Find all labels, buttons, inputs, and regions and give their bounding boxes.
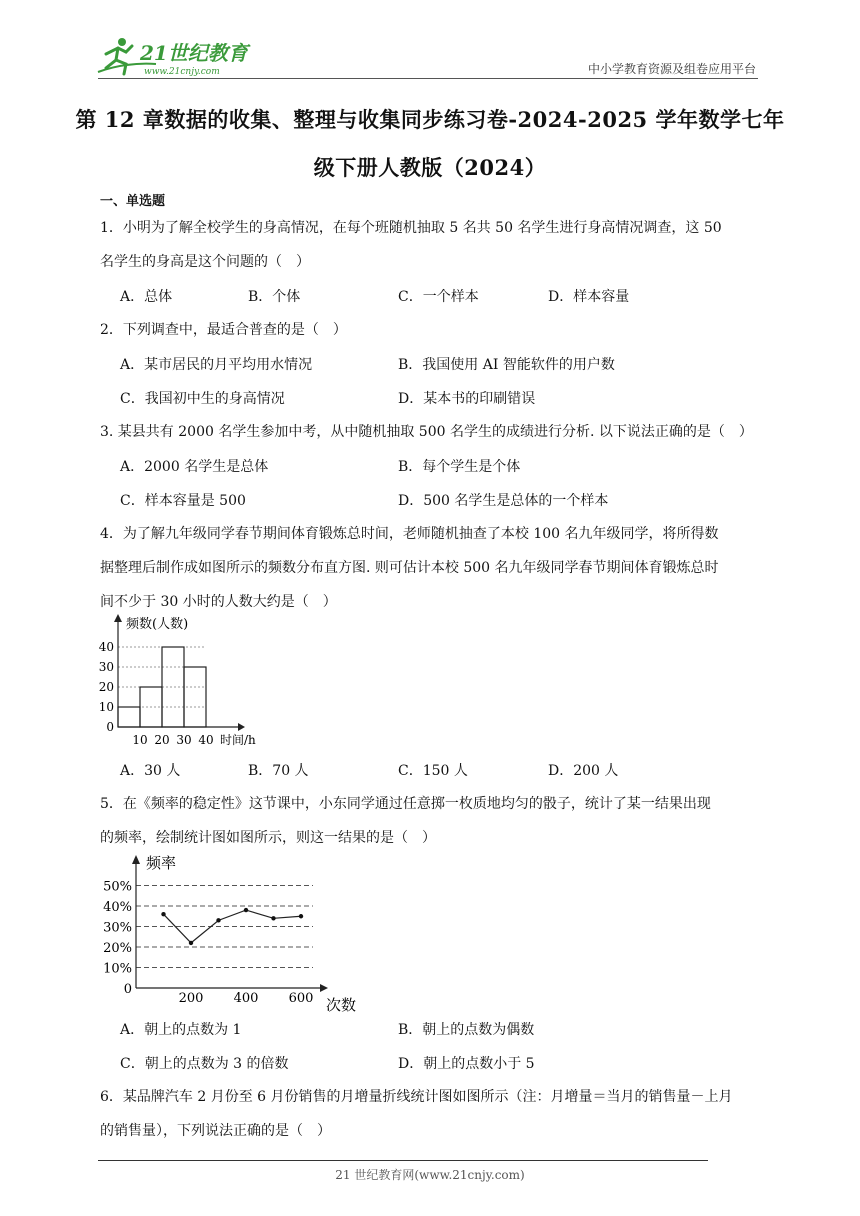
line-x-tick-label: 600 — [288, 991, 314, 1006]
question-5-line2: 的频率，绘制统计图如图所示，则这一结果的是（ ） — [100, 830, 436, 846]
platform-label: 中小学教育资源及组卷应用平台 — [587, 62, 756, 76]
q5-option-d[interactable]: D．朝上的点数小于 5 — [398, 1056, 535, 1072]
hist-bar — [162, 647, 184, 727]
question-2-line1: 2．下列调查中，最适合普查的是（ ） — [100, 322, 347, 338]
hist-y-arrow — [114, 614, 122, 622]
q2-option-b[interactable]: B．我国使用 AI 智能软件的用户数 — [398, 357, 615, 373]
question-3-line1: 3. 某县共有 2000 名学生参加中考，从中随机抽取 500 名学生的成绩进行分析. 以下说法正确的是（ ） — [100, 424, 753, 440]
hist-x-tick-label: 30 — [176, 733, 192, 747]
line-y-tick-label: 30% — [103, 920, 132, 936]
q3-option-c[interactable]: C．样本容量是 500 — [120, 493, 246, 509]
q5-option-b[interactable]: B．朝上的点数为偶数 — [398, 1022, 535, 1038]
question-4-line2: 据整理后制作成如图所示的频数分布直方图. 则可估计本校 500 名九年级同学春节期间体育锻炼总时 — [100, 560, 719, 576]
question-1-line2: 名学生的身高是这个问题的（ ） — [100, 254, 310, 270]
frequency-line-chart — [98, 850, 368, 1015]
q2-option-c[interactable]: C．我国初中生的身高情况 — [120, 391, 285, 407]
line-point — [299, 914, 303, 918]
line-point — [161, 912, 165, 916]
question-5-line1: 5．在《频率的稳定性》这节课中，小东同学通过任意掷一枚质地均匀的骰子，统计了某一结果出现 — [100, 796, 711, 812]
page-title-line2: 级下册人教版（2024） — [313, 155, 547, 180]
hist-y-tick-label: 20 — [98, 680, 114, 694]
line-y-arrow — [132, 855, 140, 864]
hist-y-tick-label: 10 — [98, 700, 114, 714]
footer-divider — [98, 1160, 708, 1161]
q1-option-b[interactable]: B．个体 — [248, 289, 301, 305]
q4-option-d[interactable]: D．200 人 — [548, 763, 619, 779]
hist-x-tick-label: 10 — [132, 733, 148, 747]
q1-option-c[interactable]: C．一个样本 — [398, 289, 479, 305]
hist-bar — [184, 667, 206, 727]
q4-option-b[interactable]: B．70 人 — [248, 763, 309, 779]
logo-main-text: 21世纪教育 — [140, 41, 248, 65]
line-y-tick-label: 20% — [103, 941, 132, 956]
q3-option-b[interactable]: B．每个学生是个体 — [398, 459, 521, 475]
q5-option-a[interactable]: A．朝上的点数为 1 — [120, 1022, 242, 1038]
histogram-chart — [98, 610, 278, 750]
question-6-line1: 6．某品牌汽车 2 月份至 6 月份销售的月增量折线统计图如图所示（注：月增量＝当月的销售量－上月 — [100, 1089, 733, 1105]
q3-option-a[interactable]: A．2000 名学生是总体 — [120, 459, 269, 475]
line-y-tick-label: 50% — [103, 879, 132, 895]
question-6-line2: 的销售量），下列说法正确的是（ ） — [100, 1123, 331, 1139]
hist-x-arrow — [238, 723, 245, 731]
line-point — [189, 941, 193, 945]
line-ylabel: 频率 — [146, 854, 177, 872]
line-point — [271, 916, 275, 920]
hist-y-tick-label: 30 — [98, 660, 114, 674]
question-1-line1: 1．小明为了解全校学生的身高情况，在每个班随机抽取 5 名共 50 名学生进行身高情况调查，这 50 — [100, 220, 722, 236]
line-x-tick-label: 400 — [233, 991, 259, 1006]
line-y-tick-label: 0 — [123, 982, 132, 997]
line-xlabel: 次数 — [326, 996, 357, 1014]
q1-option-d[interactable]: D．样本容量 — [548, 289, 630, 305]
hist-x-tick-label: 40 — [198, 733, 214, 747]
q1-option-a[interactable]: A．总体 — [120, 289, 173, 305]
q4-option-c[interactable]: C．150 人 — [398, 763, 468, 779]
page-title-line1: 第 12 章数据的收集、整理与收集同步练习卷-2024-2025 学年数学七年 — [75, 107, 785, 132]
q2-option-a[interactable]: A．某市居民的月平均用水情况 — [120, 357, 313, 373]
q4-option-a[interactable]: A．30 人 — [120, 763, 181, 779]
line-x-arrow — [320, 984, 328, 992]
site-logo — [96, 34, 261, 78]
line-y-tick-label: 10% — [103, 961, 132, 977]
q5-option-c[interactable]: C．朝上的点数为 3 的倍数 — [120, 1056, 289, 1072]
hist-ylabel: 频数(人数) — [126, 617, 189, 632]
line-point — [216, 918, 220, 922]
hist-y-tick-label: 40 — [98, 640, 114, 654]
line-y-tick-label: 40% — [103, 900, 132, 915]
footer-text: 21 世纪教育网(www.21cnjy.com) — [335, 1168, 525, 1182]
q3-option-d[interactable]: D．500 名学生是总体的一个样本 — [398, 493, 609, 509]
hist-y-tick-label: 0 — [106, 720, 114, 734]
section-heading: 一、单选题 — [100, 194, 166, 209]
logo-url-text: www.21cnjy.com — [144, 67, 220, 77]
question-4-line1: 4．为了解九年级同学春节期间体育锻炼总时间，老师随机抽查了本校 100 名九年级同学，将所得数 — [100, 526, 719, 542]
hist-xlabel: 时间/h — [220, 733, 256, 747]
hist-x-tick-label: 20 — [154, 733, 170, 747]
q2-option-d[interactable]: D．某本书的印刷错误 — [398, 391, 536, 407]
line-point — [244, 908, 248, 912]
hist-bar — [118, 707, 140, 727]
question-4-line3: 间不少于 30 小时的人数大约是（ ） — [100, 594, 337, 610]
line-x-tick-label: 200 — [178, 991, 204, 1006]
header-divider — [98, 78, 758, 79]
